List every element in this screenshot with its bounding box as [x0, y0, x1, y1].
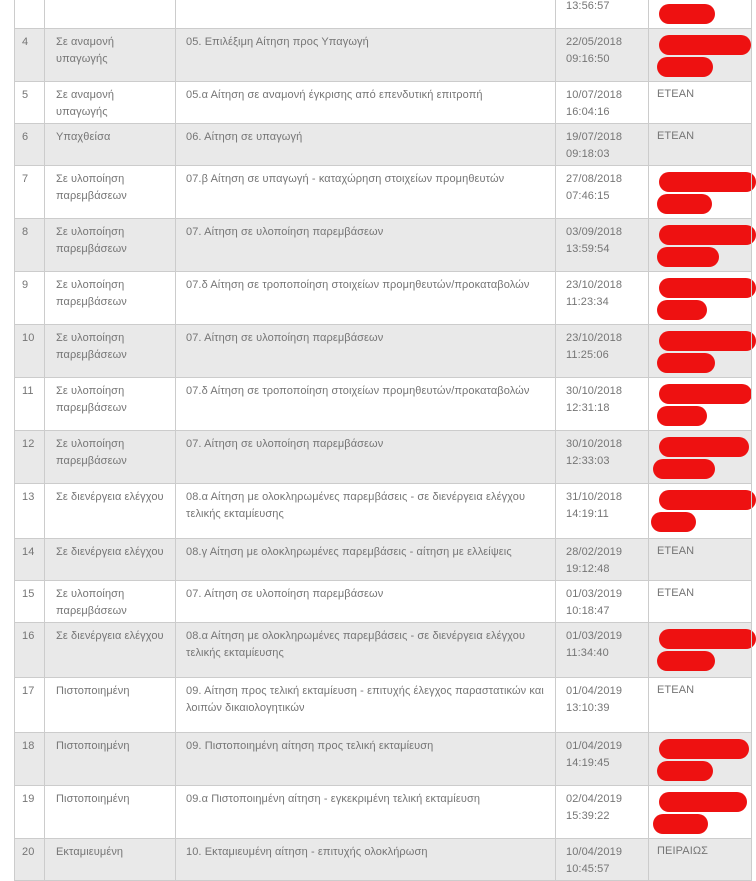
table-row-16: [15, 623, 752, 678]
redaction-mark: [657, 353, 715, 373]
redaction-mark: [653, 814, 708, 834]
description-cell: 08.α Αίτηση με ολοκληρωμένες παρεμβάσεις - σε διενέργεια ελέγχου τελικής εκταμίευσης: [176, 623, 556, 678]
row-number-cell: 14: [15, 539, 45, 581]
redaction-mark: [657, 300, 707, 320]
table-row-6: [15, 124, 752, 166]
date-cell: [556, 166, 649, 219]
row-number-cell: 12: [15, 431, 45, 484]
status-cell: Πιστοποιημένη: [45, 786, 176, 839]
redaction-mark: [657, 194, 712, 214]
time-text: 15:39:22: [566, 810, 610, 822]
date-cell: [556, 431, 649, 484]
row-number-cell: 18: [15, 733, 45, 786]
table-row-7: [15, 166, 752, 219]
user-cell: [649, 0, 752, 29]
date-cell: [556, 539, 649, 581]
time-text: 12:31:18: [566, 402, 610, 414]
user-cell: [649, 484, 752, 539]
status-cell: Σε υλοποίηση παρεμβάσεων: [45, 219, 176, 272]
status-cell: [45, 0, 176, 29]
table-row-4: [15, 29, 752, 82]
date-cell: [556, 0, 649, 29]
status-cell: Σε διενέργεια ελέγχου: [45, 484, 176, 539]
time-text: 14:19:11: [566, 508, 609, 520]
status-cell: Εκταμιευμένη: [45, 839, 176, 881]
description-cell: 07. Αίτηση σε υλοποίηση παρεμβάσεων: [176, 431, 556, 484]
time-text: 19:12:48: [566, 563, 610, 575]
status-cell: Σε αναμονή υπαγωγής: [45, 29, 176, 82]
user-cell: [649, 325, 752, 378]
time-text: 10:45:57: [566, 863, 610, 875]
status-cell: Πιστοποιημένη: [45, 733, 176, 786]
redaction-mark: [651, 512, 696, 532]
table-row-13: [15, 484, 752, 539]
status-cell: Πιστοποιημένη: [45, 678, 176, 733]
date-text: 30/10/2018: [566, 385, 623, 397]
redaction-mark: [657, 406, 707, 426]
row-number-cell: 6: [15, 124, 45, 166]
redaction-mark: [659, 278, 756, 298]
time-text: 09:16:50: [566, 53, 610, 65]
time-text: 07:46:15: [566, 190, 610, 202]
time-text: 10:18:47: [566, 605, 610, 617]
status-cell: Υπαχθείσα: [45, 124, 176, 166]
time-text: 13:59:54: [566, 243, 610, 255]
table-row-11: [15, 378, 752, 431]
description-cell: 07. Αίτηση σε υλοποίηση παρεμβάσεων: [176, 325, 556, 378]
date-text: 31/10/2018: [566, 491, 623, 503]
user-cell: ΕΤΕΑΝ: [649, 82, 752, 124]
table-row-5: [15, 82, 752, 124]
description-cell: 09. Αίτηση προς τελική εκταμίευση - επιτυχής έλεγχος παραστατικών και λοιπών δικαιολογητικών: [176, 678, 556, 733]
description-cell: 07. Αίτηση σε υλοποίηση παρεμβάσεων: [176, 219, 556, 272]
status-cell: Σε αναμονή υπαγωγής: [45, 82, 176, 124]
date-text: 01/03/2019: [566, 630, 623, 642]
date-text: 01/04/2019: [566, 685, 623, 697]
status-cell: Σε υλοποίηση παρεμβάσεων: [45, 325, 176, 378]
date-cell: [556, 786, 649, 839]
redaction-mark: [659, 172, 756, 192]
description-cell: 07.β Αίτηση σε υπαγωγή - καταχώρηση στοιχείων προμηθευτών: [176, 166, 556, 219]
description-cell: 07.δ Αίτηση σε τροποποίηση στοιχείων προμηθευτών/προκαταβολών: [176, 378, 556, 431]
table-row-8: [15, 219, 752, 272]
date-cell: [556, 29, 649, 82]
user-cell: [649, 431, 752, 484]
date-cell: [556, 378, 649, 431]
user-cell: [649, 29, 752, 82]
date-text: 03/09/2018: [566, 226, 623, 238]
date-text: 01/03/2019: [566, 588, 623, 600]
redaction-mark: [659, 384, 752, 404]
redaction-mark: [659, 437, 749, 457]
user-cell: [649, 272, 752, 325]
user-cell: ΠΕΙΡΑΙΩΣ: [649, 839, 752, 881]
row-number-cell: 9: [15, 272, 45, 325]
user-cell: ΕΤΕΑΝ: [649, 124, 752, 166]
date-text: 28/02/2019: [566, 546, 623, 558]
date-text: 23/10/2018: [566, 279, 623, 291]
status-cell: Σε υλοποίηση παρεμβάσεων: [45, 378, 176, 431]
table-row-19: [15, 786, 752, 839]
table-row-15: [15, 581, 752, 623]
date-text: 01/04/2019: [566, 740, 623, 752]
redaction-mark: [659, 4, 715, 24]
date-text: 19/07/2018: [566, 131, 623, 143]
status-history-table: [14, 0, 752, 881]
description-cell: 06. Αίτηση σε υπαγωγή: [176, 124, 556, 166]
time-text: 11:25:06: [566, 349, 609, 361]
user-cell: [649, 733, 752, 786]
row-number-cell: 13: [15, 484, 45, 539]
user-cell: ΕΤΕΑΝ: [649, 678, 752, 733]
user-cell: [649, 219, 752, 272]
table-row-14: [15, 539, 752, 581]
time-text: 13:56:57: [566, 0, 610, 12]
redaction-mark: [657, 651, 715, 671]
date-cell: [556, 733, 649, 786]
description-cell: 08.α Αίτηση με ολοκληρωμένες παρεμβάσεις - σε διενέργεια ελέγχου τελικής εκταμίευσης: [176, 484, 556, 539]
row-number-cell: 15: [15, 581, 45, 623]
status-cell: Σε υλοποίηση παρεμβάσεων: [45, 431, 176, 484]
row-number-cell: 8: [15, 219, 45, 272]
user-cell: ΕΤΕΑΝ: [649, 539, 752, 581]
user-cell: ΕΤΕΑΝ: [649, 581, 752, 623]
row-number-cell: 4: [15, 29, 45, 82]
description-cell: 07.δ Αίτηση σε τροποποίηση στοιχείων προμηθευτών/προκαταβολών: [176, 272, 556, 325]
date-cell: [556, 484, 649, 539]
user-cell: [649, 166, 752, 219]
date-cell: [556, 623, 649, 678]
status-cell: Σε διενέργεια ελέγχου: [45, 539, 176, 581]
date-text: 22/05/2018: [566, 36, 623, 48]
date-cell: [556, 219, 649, 272]
status-cell: Σε υλοποίηση παρεμβάσεων: [45, 272, 176, 325]
redaction-mark: [659, 225, 756, 245]
row-number-cell: 5: [15, 82, 45, 124]
status-cell: Σε διενέργεια ελέγχου: [45, 623, 176, 678]
status-cell: Σε υλοποίηση παρεμβάσεων: [45, 166, 176, 219]
date-text: 30/10/2018: [566, 438, 623, 450]
description-cell: [176, 0, 556, 29]
table-row-20: [15, 839, 752, 881]
row-number-cell: 11: [15, 378, 45, 431]
redaction-mark: [659, 629, 756, 649]
date-cell: [556, 581, 649, 623]
date-text: 10/04/2019: [566, 846, 623, 858]
date-cell: [556, 124, 649, 166]
date-cell: [556, 82, 649, 124]
redaction-mark: [657, 57, 713, 77]
description-cell: 07. Αίτηση σε υλοποίηση παρεμβάσεων: [176, 581, 556, 623]
description-cell: 09. Πιστοποιημένη αίτηση προς τελική εκταμίευση: [176, 733, 556, 786]
row-number-cell: 7: [15, 166, 45, 219]
time-text: 14:19:45: [566, 757, 610, 769]
table-row-10: [15, 325, 752, 378]
user-cell: [649, 378, 752, 431]
redaction-mark: [657, 247, 719, 267]
time-text: 11:23:34: [566, 296, 609, 308]
description-cell: 05.α Αίτηση σε αναμονή έγκρισης από επενδυτική επιτροπή: [176, 82, 556, 124]
redaction-mark: [659, 35, 751, 55]
row-number-cell: 17: [15, 678, 45, 733]
description-cell: 08.γ Αίτηση με ολοκληρωμένες παρεμβάσεις - αίτηση με ελλείψεις: [176, 539, 556, 581]
date-text: 10/07/2018: [566, 89, 623, 101]
status-history-body: [15, 0, 752, 881]
description-cell: 05. Επιλέξιμη Αίτηση προς Υπαγωγή: [176, 29, 556, 82]
user-cell: [649, 786, 752, 839]
date-cell: [556, 325, 649, 378]
date-cell: [556, 678, 649, 733]
row-number-cell: [15, 0, 45, 29]
date-text: 02/04/2019: [566, 793, 623, 805]
row-number-cell: 10: [15, 325, 45, 378]
description-cell: 10. Εκταμιευμένη αίτηση - επιτυχής ολοκλήρωση: [176, 839, 556, 881]
redaction-mark: [653, 459, 715, 479]
table-row-17: [15, 678, 752, 733]
redaction-mark: [659, 739, 749, 759]
time-text: 13:10:39: [566, 702, 610, 714]
table-row-12: [15, 431, 752, 484]
date-cell: [556, 839, 649, 881]
table-row-9: [15, 272, 752, 325]
row-number-cell: 20: [15, 839, 45, 881]
date-text: 27/08/2018: [566, 173, 623, 185]
time-text: 12:33:03: [566, 455, 610, 467]
redaction-mark: [659, 331, 756, 351]
table-row-partial: [15, 0, 752, 29]
user-cell: [649, 623, 752, 678]
table-row-18: [15, 733, 752, 786]
row-number-cell: 19: [15, 786, 45, 839]
redaction-mark: [659, 490, 756, 510]
date-text: 23/10/2018: [566, 332, 623, 344]
date-cell: [556, 272, 649, 325]
time-text: 09:18:03: [566, 148, 610, 160]
row-number-cell: 16: [15, 623, 45, 678]
time-text: 16:04:16: [566, 106, 610, 118]
time-text: 11:34:40: [566, 647, 609, 659]
status-cell: Σε υλοποίηση παρεμβάσεων: [45, 581, 176, 623]
redaction-mark: [659, 792, 747, 812]
description-cell: 09.α Πιστοποιημένη αίτηση - εγκεκριμένη τελική εκταμίευση: [176, 786, 556, 839]
redaction-mark: [657, 761, 713, 781]
